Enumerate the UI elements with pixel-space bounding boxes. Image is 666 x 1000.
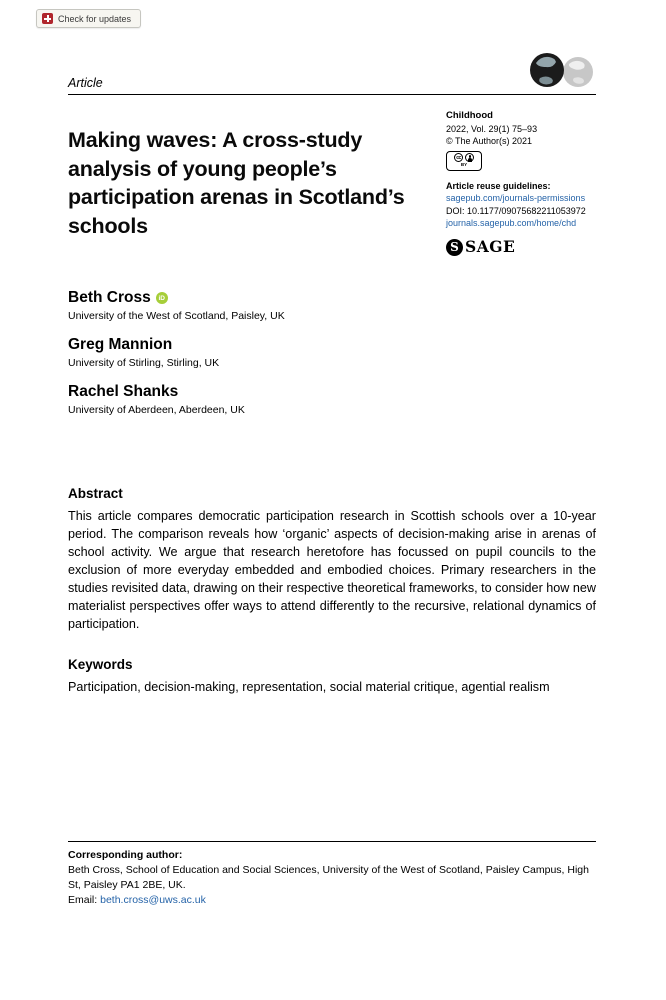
abstract-section bbox=[68, 486, 596, 633]
corresponding-author-address: Beth Cross, School of Education and Social Sciences, University of the West of Scotland, Paisley Campus, High St, Paisley PA1 2BE, UK. bbox=[68, 864, 589, 891]
corresponding-author-email-line bbox=[68, 893, 596, 908]
author-name bbox=[68, 336, 285, 354]
reuse-guidelines-label: Article reuse guidelines: bbox=[446, 180, 551, 191]
abstract-heading: Abstract bbox=[68, 486, 123, 501]
author-entry bbox=[68, 336, 285, 369]
article-title: Making waves: A cross-study analysis of young people’s participation arenas in Scotland’s schools bbox=[68, 128, 405, 238]
keywords-section bbox=[68, 657, 596, 696]
author-affiliation: University of the West of Scotland, Paisley, UK bbox=[68, 310, 285, 322]
doi-text: DOI: 10.1177/09075682211053972 bbox=[446, 205, 586, 216]
author-affiliation: University of Aberdeen, Aberdeen, UK bbox=[68, 404, 245, 416]
author-name-text: Beth Cross bbox=[68, 289, 151, 306]
globe-icons bbox=[528, 50, 598, 92]
email-label: Email: bbox=[68, 894, 98, 906]
cc-person-icon bbox=[465, 153, 474, 162]
header-divider bbox=[68, 94, 596, 95]
abstract-text: This article compares democratic participation research in Scottish schools over a 10-year period. The comparison reveals how ‘organic’ aspects of decision-making arise in arenas of school activity. We argue that research heretofore has focussed on pupil councils to the exclusion of more everyday embedded and embodied choices. Primary researchers in the studies revisited data, drawing on their respective theoretical frameworks, to consider how new materialist perspectives offer ways to attend differently to the recursive, relational dynamics of participation. bbox=[68, 509, 596, 631]
journal-home-link[interactable]: journals.sagepub.com/home/chd bbox=[446, 218, 577, 228]
sage-logo bbox=[446, 236, 604, 256]
journal-copyright: © The Author(s) 2021 bbox=[446, 136, 533, 146]
journal-name: Childhood bbox=[446, 110, 493, 121]
keywords-text: Participation, decision-making, representation, social material critique, agential realism bbox=[68, 680, 550, 694]
corresponding-author-footer bbox=[68, 841, 596, 908]
corresponding-author-heading: Corresponding author: bbox=[68, 849, 183, 861]
author-name bbox=[68, 289, 285, 307]
author-entry bbox=[68, 289, 285, 322]
permissions-link[interactable]: sagepub.com/journals-permissions bbox=[446, 193, 586, 203]
crossmark-icon bbox=[42, 13, 53, 24]
orcid-icon[interactable]: iD bbox=[156, 292, 168, 304]
globes-graphic bbox=[528, 50, 598, 92]
cc-by-license-badge[interactable] bbox=[446, 151, 482, 171]
cc-by-label: BY bbox=[460, 162, 468, 168]
cc-icon: cc bbox=[454, 153, 463, 162]
author-name-text: Rachel Shanks bbox=[68, 383, 179, 400]
sage-logo-disc: S bbox=[446, 239, 463, 256]
author-entry bbox=[68, 383, 285, 416]
check-for-updates-badge[interactable] bbox=[36, 9, 141, 28]
article-type-label: Article bbox=[68, 76, 103, 90]
journal-volume: 2022, Vol. 29(1) 75–93 bbox=[446, 123, 538, 134]
authors-block bbox=[68, 289, 285, 430]
author-affiliation: University of Stirling, Stirling, UK bbox=[68, 357, 220, 369]
author-name bbox=[68, 383, 285, 401]
keywords-heading: Keywords bbox=[68, 657, 133, 672]
check-for-updates-label: Check for updates bbox=[58, 13, 132, 24]
email-link[interactable]: beth.cross@uws.ac.uk bbox=[100, 894, 206, 906]
sage-logo-text: SAGE bbox=[465, 236, 516, 256]
author-name-text: Greg Mannion bbox=[68, 336, 173, 353]
journal-info-block bbox=[446, 110, 604, 256]
